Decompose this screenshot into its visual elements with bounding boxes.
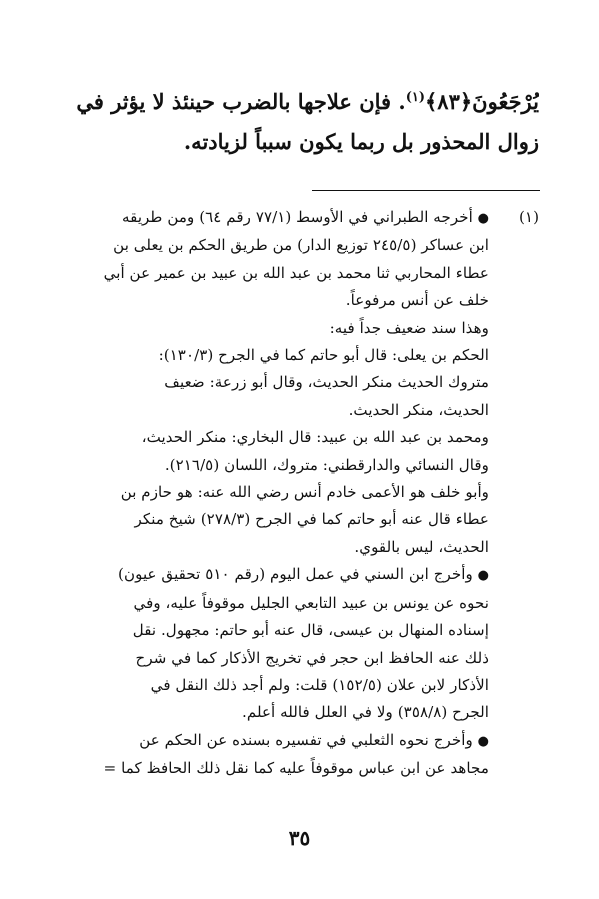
footnote-line: ابن عساكر (٢٤٥/٥ توزيع الدار) من طريق الحكم بن يعلى بن bbox=[113, 236, 489, 255]
footnote-separator bbox=[312, 190, 540, 191]
bullet-icon: ● bbox=[477, 211, 489, 226]
footnote-line: وأبو خلف هو الأعمى خادم أنس رضي الله عنه: هو حازم بن bbox=[120, 483, 489, 502]
footnote-line: الحكم بن يعلى: قال أبو حاتم كما في الجرح (١٣٠/٣): bbox=[158, 346, 489, 365]
footnote-line: عطاء المحاربي ثنا محمد بن عبد الله بن عبيد بن عمير عن أبي bbox=[103, 263, 489, 282]
footnote-line bbox=[58, 204, 539, 232]
footnote-line: ومحمد بن عبد الله بن عبيد: قال البخاري: منكر الحديث، bbox=[141, 428, 489, 447]
footnote-line: نحوه عن يونس بن عبيد التابعي الجليل موقوفاً عليه، وفي bbox=[133, 593, 489, 612]
footnote-reference: (١) bbox=[405, 90, 425, 105]
footnote-line: وقال النسائي والدارقطني: متروك، اللسان (٢١٦/٥). bbox=[164, 455, 489, 474]
footnote-line: مجاهد عن ابن عباس موقوفاً عليه كما نقل ذلك الحافظ كما = bbox=[103, 759, 489, 778]
footnote-line: الحديث، منكر الحديث. bbox=[348, 400, 489, 419]
footnote-line-text: أخرجه الطبراني في الأوسط (٧٧/١ رقم ٦٤) ومن طريقه bbox=[122, 208, 473, 226]
footnote-line bbox=[58, 727, 539, 755]
footnote-line: إسناده المنهال بن عيسى، قال عنه أبو حاتم: مجهول. نقل bbox=[132, 621, 489, 640]
main-text-line-1-rest: . فإن علاجها بالضرب حينئذ لا يؤثر في bbox=[76, 89, 406, 114]
footnote-line: متروك الحديث منكر الحديث، وقال أبو زرعة: ضعيف bbox=[164, 373, 489, 392]
footnote-line bbox=[58, 561, 539, 589]
footnote-line-text: وأخرج ابن السني في عمل اليوم (رقم ٥١٠ تحقيق عيون) bbox=[118, 565, 473, 584]
bullet-icon: ● bbox=[477, 568, 489, 584]
footnote-line: وهذا سند ضعيف جداً فيه: bbox=[329, 318, 489, 337]
footnotes bbox=[58, 204, 539, 783]
footnote-line: الجرح (٣٥٨/٨) ولا في العلل فالله أعلم. bbox=[242, 703, 489, 722]
main-text bbox=[58, 82, 539, 162]
page-number: ٣٥ bbox=[288, 826, 311, 850]
footnote-number: (١) bbox=[518, 208, 539, 226]
footnote-line: عطاء قال عنه أبو حاتم كما في الجرح (٢٧٨/٣) شيخ منكر bbox=[134, 510, 489, 529]
quran-verse-word: يُرْجَعُونَ bbox=[472, 89, 539, 114]
verse-end-marker: ﴿٨٣﴾ bbox=[424, 89, 473, 114]
main-text-line-1 bbox=[58, 82, 539, 122]
footnote-line: خلف عن أنس مرفوعاً. bbox=[345, 291, 489, 310]
footnote-line: ذلك عنه الحافظ ابن حجر في تخريج الأذكار كما في شرح bbox=[135, 648, 489, 667]
footnote-line: الأذكار لابن علان (١٥٢/٥) قلت: ولم أجد ذلك النقل في bbox=[150, 675, 489, 694]
footnote-line: الحديث، ليس بالقوي. bbox=[354, 537, 489, 556]
footnote-line-text: وأخرج نحوه الثعلبي في تفسيره بسنده عن الحكم عن bbox=[139, 730, 473, 749]
main-text-line-2: زوال المحذور بل ربما يكون سبباً لزيادته. bbox=[183, 129, 539, 154]
bullet-icon: ● bbox=[477, 733, 489, 749]
